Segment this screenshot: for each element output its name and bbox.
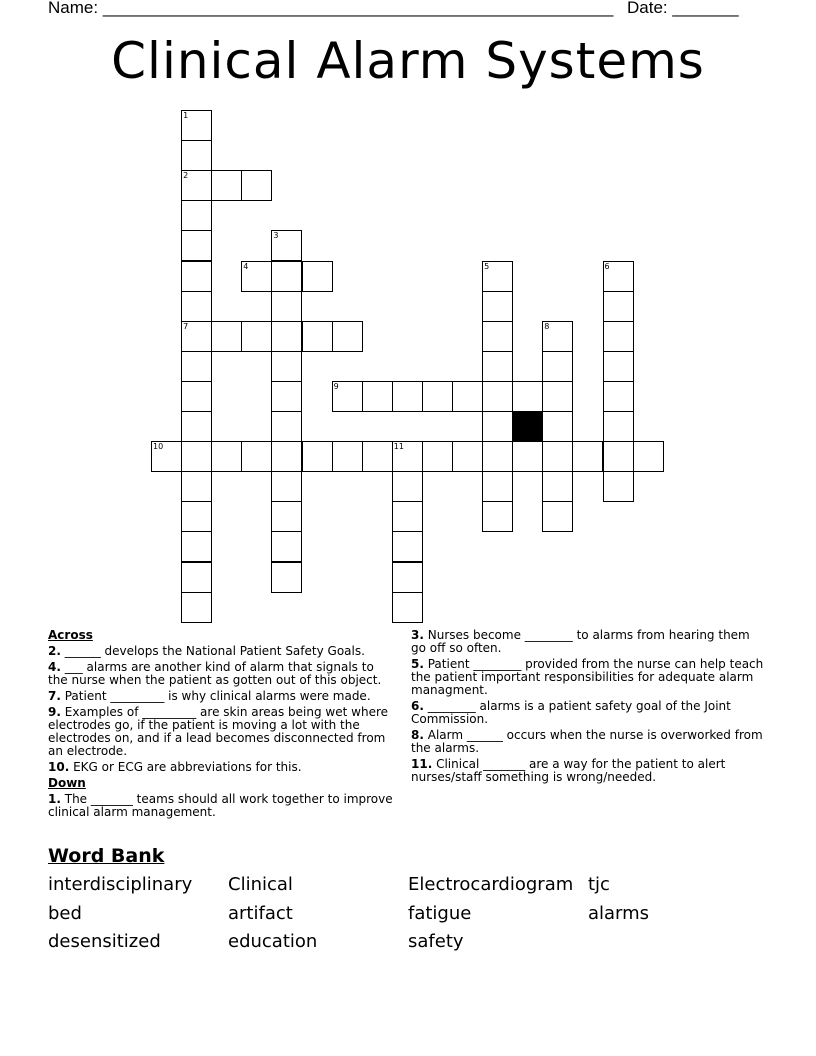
crossword-cell[interactable] [151, 441, 182, 472]
crossword-cell[interactable] [603, 291, 634, 322]
clue-text: EKG or ECG are abbreviations for this. [69, 760, 302, 774]
clue-down-6 [411, 700, 766, 726]
clue-number: 5. [411, 657, 424, 671]
clue-number-label: 6 [604, 261, 610, 271]
crossword-cell[interactable] [392, 531, 423, 562]
crossword-cell[interactable] [542, 381, 573, 412]
down-heading: Down [48, 776, 86, 790]
crossword-cell[interactable] [482, 351, 513, 382]
crossword-cell[interactable] [181, 291, 212, 322]
word-bank-item: fatigue [408, 903, 472, 924]
word-bank-item: bed [48, 903, 82, 924]
crossword-cell[interactable] [392, 501, 423, 532]
crossword-cell[interactable] [181, 200, 212, 231]
crossword-cell[interactable] [633, 441, 664, 472]
across-heading: Across [48, 628, 93, 642]
clue-number: 3. [411, 628, 424, 642]
clue-number: 9. [48, 705, 61, 719]
crossword-cell[interactable] [482, 321, 513, 352]
crossword-cell[interactable] [362, 441, 393, 472]
crossword-cell[interactable] [271, 351, 302, 382]
clues-right-column [411, 629, 766, 787]
crossword-cell[interactable] [181, 531, 212, 562]
crossword-cell[interactable] [512, 441, 543, 472]
crossword-cell[interactable] [181, 562, 212, 593]
crossword-cell[interactable] [302, 441, 333, 472]
clue-number-label: 7 [183, 321, 189, 331]
clue-down-3 [411, 629, 766, 655]
crossword-cell[interactable] [181, 351, 212, 382]
crossword-cell[interactable] [181, 441, 212, 472]
crossword-cell[interactable] [271, 471, 302, 502]
clue-text: Examples of _________ are skin areas being wet where electrodes go, if the patient is moving a lot with the electrodes on, and if a lead becomes disconnected from an electrode. [48, 705, 389, 758]
name-field[interactable]: ______________________________________________________ [102, 0, 614, 17]
word-bank-item: safety [408, 931, 464, 952]
crossword-cell[interactable] [181, 230, 212, 261]
crossword-black-cell [512, 411, 543, 442]
crossword-cell[interactable] [332, 381, 363, 412]
clue-down-8 [411, 729, 766, 755]
crossword-cell[interactable] [271, 501, 302, 532]
crossword-cell[interactable] [332, 441, 363, 472]
clue-number-label: 5 [484, 261, 490, 271]
clue-across-2 [48, 645, 393, 658]
crossword-cell[interactable] [271, 531, 302, 562]
crossword-cell[interactable] [482, 471, 513, 502]
crossword-cell[interactable] [603, 471, 634, 502]
crossword-cell[interactable] [211, 170, 242, 201]
crossword-cell[interactable] [482, 381, 513, 412]
crossword-cell[interactable] [482, 501, 513, 532]
crossword-cell[interactable] [392, 441, 423, 472]
crossword-cell[interactable] [392, 381, 423, 412]
crossword-cell[interactable] [422, 441, 453, 472]
crossword-cell[interactable] [512, 381, 543, 412]
crossword-cell[interactable] [181, 471, 212, 502]
word-bank-item: Electrocardiogram [408, 874, 574, 895]
clues-left-column [48, 629, 393, 822]
crossword-cell[interactable] [211, 441, 242, 472]
clue-number: 4. [48, 660, 61, 674]
clue-number-label: 10 [153, 442, 164, 452]
clue-text: The _______ teams should all work together to improve clinical alarm management. [48, 792, 393, 819]
crossword-cell[interactable] [482, 291, 513, 322]
crossword-cell[interactable] [271, 441, 302, 472]
crossword-cell[interactable] [542, 501, 573, 532]
name-label-text: Name: [48, 0, 99, 17]
crossword-cell[interactable] [542, 351, 573, 382]
crossword-cell[interactable] [542, 471, 573, 502]
page-title: Clinical Alarm Systems [111, 32, 705, 90]
clue-number-label: 3 [273, 231, 279, 241]
crossword-cell[interactable] [392, 592, 423, 623]
crossword-cell[interactable] [542, 441, 573, 472]
clue-across-9 [48, 706, 393, 758]
clue-text: ______ develops the National Patient Safety Goals. [60, 644, 365, 658]
crossword-cell[interactable] [603, 441, 634, 472]
clue-number: 7. [48, 689, 61, 703]
clue-text: Patient _________ is why clinical alarms were made. [60, 689, 371, 703]
date-label-text: Date: [627, 0, 668, 17]
clue-number: 8. [411, 728, 424, 742]
clue-number-label: 9 [333, 381, 339, 391]
crossword-cell[interactable] [211, 321, 242, 352]
crossword-cell[interactable] [271, 381, 302, 412]
crossword-cell[interactable] [181, 261, 212, 292]
crossword-cell[interactable] [392, 471, 423, 502]
crossword-cell[interactable] [362, 381, 393, 412]
word-bank-item: alarms [588, 903, 650, 924]
crossword-cell[interactable] [572, 441, 603, 472]
clue-text: Clinical _______ are a way for the patient to alert nurses/staff something is wrong/needed. [411, 757, 726, 784]
crossword-cell[interactable] [603, 261, 634, 292]
crossword-cell[interactable] [181, 321, 212, 352]
word-bank-item: interdisciplinary [48, 874, 193, 895]
clue-number-label: 1 [183, 111, 189, 120]
crossword-cell[interactable] [181, 170, 212, 201]
crossword-cell[interactable] [302, 321, 333, 352]
clue-number: 11. [411, 757, 433, 771]
word-bank-title: Word Bank [48, 845, 165, 867]
clue-text: Patient ________ provided from the nurse can help teach the patient important responsibilities for adequate alarm managment. [411, 657, 764, 697]
word-bank-item: desensitized [48, 931, 161, 952]
crossword-cell[interactable] [271, 562, 302, 593]
clue-across-10 [48, 761, 393, 774]
word-bank-item: education [228, 931, 318, 952]
clue-number: 6. [411, 699, 424, 713]
clue-text: ________ alarms is a patient safety goal of the Joint Commission. [411, 699, 731, 726]
word-bank-item: tjc [588, 874, 610, 895]
crossword-cell[interactable] [452, 441, 483, 472]
clue-down-1 [48, 793, 393, 819]
clue-down-11 [411, 758, 766, 784]
crossword-cell[interactable] [181, 381, 212, 412]
crossword-cell[interactable] [482, 441, 513, 472]
crossword-cell[interactable] [271, 411, 302, 442]
clue-number-label: 8 [544, 321, 550, 331]
crossword-cell[interactable] [271, 291, 302, 322]
crossword-cell[interactable] [302, 261, 333, 292]
crossword-cell[interactable] [603, 411, 634, 442]
crossword-cell[interactable] [181, 592, 212, 623]
crossword-cell[interactable] [271, 230, 302, 261]
crossword-cell[interactable] [241, 441, 272, 472]
crossword-cell[interactable] [422, 381, 453, 412]
crossword-cell[interactable] [542, 411, 573, 442]
crossword-cell[interactable] [392, 562, 423, 593]
crossword-cell[interactable] [271, 321, 302, 352]
clue-number: 2. [48, 644, 61, 658]
word-bank-item: Clinical [228, 874, 293, 895]
crossword-cell[interactable] [241, 170, 272, 201]
clue-across-7 [48, 690, 393, 703]
crossword-cell[interactable] [181, 411, 212, 442]
crossword-cell[interactable] [603, 381, 634, 412]
clue-text: Nurses become ________ to alarms from hearing them go off so often. [411, 628, 750, 655]
crossword-cell[interactable] [181, 501, 212, 532]
crossword-cell[interactable] [603, 351, 634, 382]
clue-across-4 [48, 661, 393, 687]
crossword-cell[interactable] [271, 261, 302, 292]
clue-number-label: 2 [183, 171, 189, 181]
date-field[interactable]: _______ [672, 0, 739, 17]
clue-number: 10. [48, 760, 70, 774]
clue-number-label: 4 [243, 261, 249, 271]
crossword-cell[interactable] [181, 140, 212, 171]
crossword-cell[interactable] [181, 110, 212, 141]
clue-down-5 [411, 658, 766, 697]
crossword-cell[interactable] [452, 381, 483, 412]
crossword-cell[interactable] [603, 321, 634, 352]
crossword-cell[interactable] [482, 411, 513, 442]
clue-text: ___ alarms are another kind of alarm that signals to the nurse when the patient as gotten out of this object. [48, 660, 382, 687]
clue-text: Alarm ______ occurs when the nurse is overworked from the alarms. [411, 728, 763, 755]
crossword-cell[interactable] [332, 321, 363, 352]
crossword-cell[interactable] [482, 261, 513, 292]
crossword-cell[interactable] [241, 261, 272, 292]
crossword-cell[interactable] [542, 321, 573, 352]
crossword-cell[interactable] [241, 321, 272, 352]
word-bank-item: artifact [228, 903, 293, 924]
clue-number-label: 11 [393, 442, 404, 452]
clue-number: 1. [48, 792, 61, 806]
